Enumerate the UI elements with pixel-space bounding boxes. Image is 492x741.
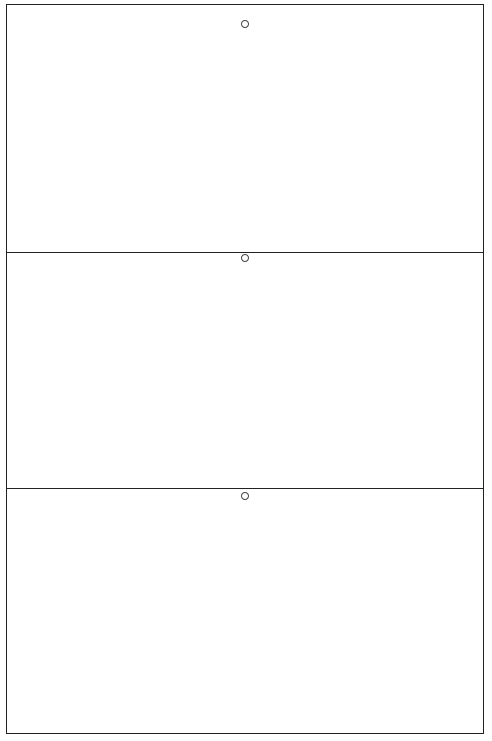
binding-hole-mark bbox=[241, 20, 249, 28]
text-column bbox=[99, 495, 118, 727]
text-column bbox=[309, 11, 328, 246]
text-column bbox=[15, 11, 34, 246]
text-column bbox=[456, 11, 475, 246]
text-column bbox=[78, 495, 97, 727]
text-column bbox=[57, 11, 76, 246]
text-column bbox=[351, 11, 370, 246]
text-column bbox=[246, 259, 265, 482]
text-band-3 bbox=[7, 489, 483, 733]
text-column bbox=[288, 259, 307, 482]
text-column bbox=[372, 11, 391, 246]
text-column bbox=[435, 11, 454, 246]
text-column bbox=[246, 495, 265, 727]
text-column bbox=[456, 495, 475, 727]
text-column bbox=[141, 259, 160, 482]
text-column bbox=[162, 259, 181, 482]
text-column bbox=[414, 495, 433, 727]
text-column bbox=[120, 495, 139, 727]
text-column bbox=[330, 495, 349, 727]
document-page bbox=[6, 4, 484, 734]
text-band-2 bbox=[7, 253, 483, 489]
text-column bbox=[330, 11, 349, 246]
text-column bbox=[246, 11, 265, 246]
binding-hole-mark bbox=[241, 254, 249, 262]
text-column bbox=[288, 495, 307, 727]
text-column bbox=[435, 495, 454, 727]
text-column bbox=[120, 259, 139, 482]
text-column bbox=[393, 259, 412, 482]
column-group bbox=[15, 495, 475, 727]
text-column bbox=[183, 11, 202, 246]
text-column bbox=[204, 495, 223, 727]
text-column bbox=[309, 495, 328, 727]
text-column bbox=[225, 11, 244, 246]
text-column bbox=[267, 259, 286, 482]
text-column bbox=[204, 259, 223, 482]
text-column bbox=[183, 259, 202, 482]
text-column bbox=[36, 11, 55, 246]
text-column bbox=[456, 259, 475, 482]
text-column bbox=[267, 495, 286, 727]
text-column bbox=[435, 259, 454, 482]
text-column bbox=[309, 259, 328, 482]
text-column bbox=[267, 11, 286, 246]
text-column bbox=[330, 259, 349, 482]
text-column bbox=[36, 259, 55, 482]
text-column bbox=[372, 495, 391, 727]
text-column bbox=[141, 495, 160, 727]
text-column bbox=[204, 11, 223, 246]
text-column bbox=[162, 11, 181, 246]
text-column bbox=[225, 495, 244, 727]
text-column bbox=[414, 11, 433, 246]
column-group bbox=[15, 259, 475, 482]
text-column bbox=[78, 259, 97, 482]
text-column bbox=[225, 259, 244, 482]
column-group bbox=[15, 11, 475, 246]
text-column bbox=[351, 259, 370, 482]
text-column bbox=[414, 259, 433, 482]
text-column bbox=[372, 259, 391, 482]
text-column bbox=[36, 495, 55, 727]
text-column bbox=[351, 495, 370, 727]
text-band-1 bbox=[7, 5, 483, 253]
text-column bbox=[99, 11, 118, 246]
text-column bbox=[141, 11, 160, 246]
text-column bbox=[288, 11, 307, 246]
text-column bbox=[120, 11, 139, 246]
text-column bbox=[99, 259, 118, 482]
text-column bbox=[393, 495, 412, 727]
text-column bbox=[78, 11, 97, 246]
binding-hole-mark bbox=[241, 492, 249, 500]
text-column bbox=[15, 259, 34, 482]
text-column bbox=[57, 259, 76, 482]
text-column bbox=[57, 495, 76, 727]
text-column bbox=[162, 495, 181, 727]
text-column bbox=[183, 495, 202, 727]
text-column bbox=[393, 11, 412, 246]
text-column bbox=[15, 495, 34, 727]
